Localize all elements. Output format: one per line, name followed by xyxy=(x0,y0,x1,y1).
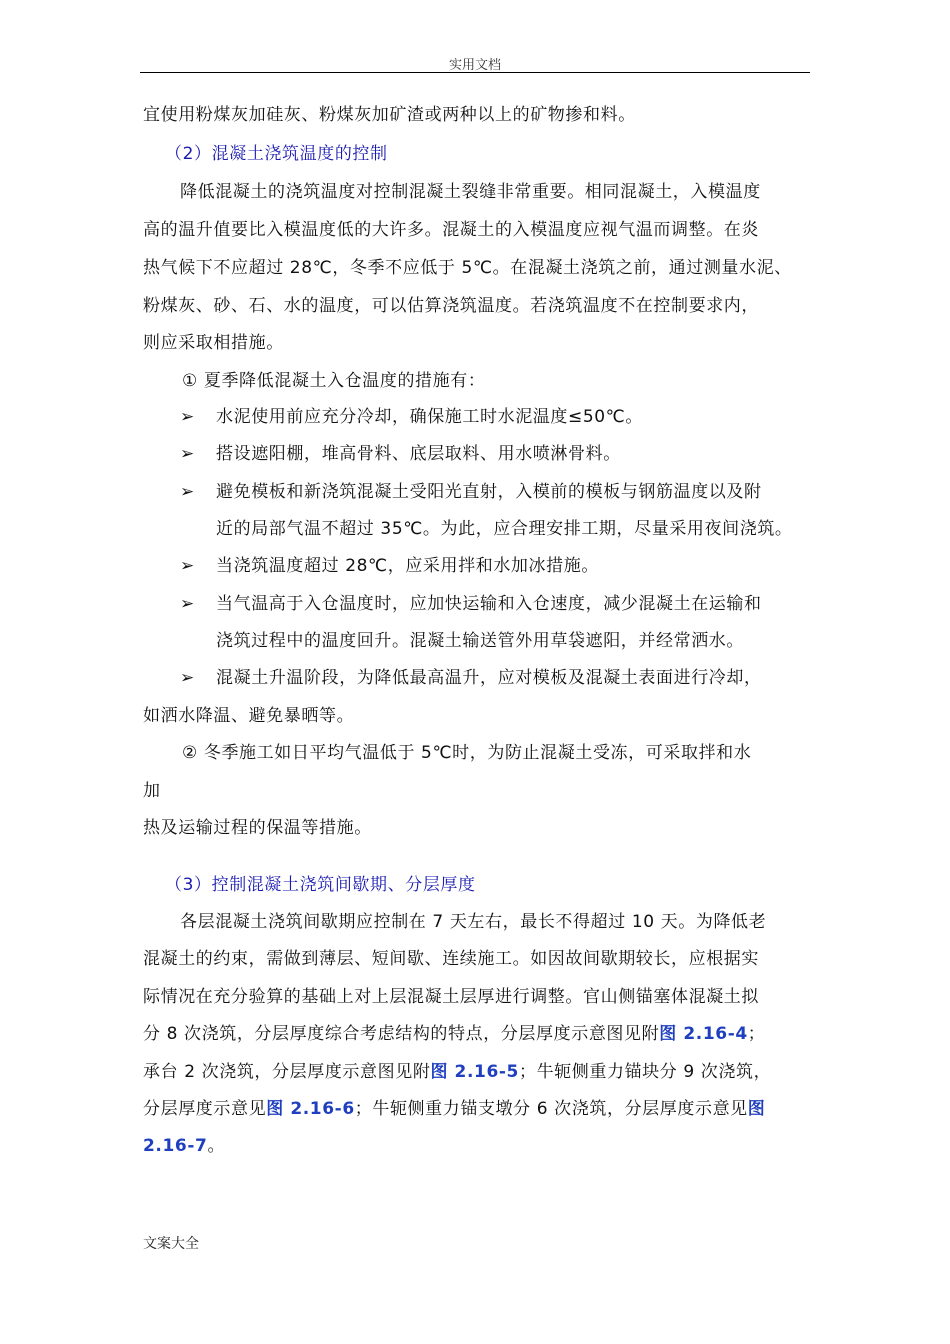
subsection-summer: ① 夏季降低混凝土入仓温度的措施有： xyxy=(182,371,486,391)
bullet-item: 水泥使用前应充分冷却，确保施工时水泥温度≤50℃。 xyxy=(216,407,643,427)
figure-link-2-16-5[interactable]: 图 2.16-5 xyxy=(430,1062,519,1082)
bullet-arrow-icon: ➢ xyxy=(180,556,195,576)
paragraph-line: 各层混凝土浇筑间歇期应控制在 7 天左右，最长不得超过 10 天。为降低老 xyxy=(180,912,767,932)
subsection-winter: ② 冬季施工如日平均气温低于 5℃时，为防止混凝土受冻，可采取拌和水 xyxy=(182,743,752,763)
paragraph-line: 热及运输过程的保温等措施。 xyxy=(143,818,372,838)
text-run: ； xyxy=(747,1024,766,1044)
paragraph-line: 混凝土的约束，需做到薄层、短间歇、连续施工。如因故间歇期较长，应根据实 xyxy=(143,949,759,969)
bullet-item: 搭设遮阳棚，堆高骨料、底层取料、用水喷淋骨料。 xyxy=(216,444,621,464)
figure-link-2-16-4[interactable]: 图 2.16-4 xyxy=(659,1024,748,1044)
bullet-arrow-icon: ➢ xyxy=(180,444,195,464)
bullet-arrow-icon: ➢ xyxy=(180,668,195,688)
section-heading-2: （2）混凝土浇筑温度的控制 xyxy=(165,144,388,164)
bullet-arrow-icon: ➢ xyxy=(180,482,195,502)
bullet-item-continued: 浇筑过程中的温度回升。混凝土输送管外用草袋遮阳，并经常洒水。 xyxy=(216,631,744,651)
paragraph-line: 粉煤灰、砂、石、水的温度，可以估算浇筑温度。若浇筑温度不在控制要求内， xyxy=(143,296,759,316)
paragraph-line xyxy=(143,1062,771,1082)
bullet-item-continued: 近的局部气温不超过 35℃。为此，应合理安排工期，尽量采用夜间浇筑。 xyxy=(216,519,793,539)
paragraph-line: 降低混凝土的浇筑温度对控制混凝土裂缝非常重要。相同混凝土，入模温度 xyxy=(180,182,761,202)
figure-link-2-16-7-continued[interactable]: 2.16-7 xyxy=(143,1136,208,1156)
figure-link-2-16-7[interactable]: 图 xyxy=(747,1099,766,1119)
paragraph-line xyxy=(143,1136,225,1156)
paragraph-line: 际情况在充分验算的基础上对上层混凝土层厚进行调整。官山侧锚塞体混凝土拟 xyxy=(143,987,759,1007)
paragraph-line xyxy=(143,1099,765,1119)
bullet-item: 当气温高于入仓温度时，应加快运输和入仓速度，减少混凝土在运输和 xyxy=(216,594,762,614)
page-footer: 文案大全 xyxy=(143,1236,199,1252)
text-run: 分 8 次浇筑，分层厚度综合考虑结构的特点，分层厚度示意图见附 xyxy=(143,1024,660,1044)
paragraph-line: 则应采取相措施。 xyxy=(143,333,284,353)
paragraph-line: 高的温升值要比入模温度低的大许多。混凝土的入模温度应视气温而调整。在炎 xyxy=(143,220,759,240)
section-heading-3: （3）控制混凝土浇筑间歇期、分层厚度 xyxy=(165,875,476,895)
paragraph-line: 热气候下不应超过 28℃，冬季不应低于 5℃。在混凝土浇筑之前，通过测量水泥、 xyxy=(143,258,792,278)
text-run: 。 xyxy=(207,1136,226,1156)
text-run: 承台 2 次浇筑，分层厚度示意图见附 xyxy=(143,1062,431,1082)
bullet-item: 避免模板和新浇筑混凝土受阳光直射，入模前的模板与钢筋温度以及附 xyxy=(216,482,762,502)
header-rule xyxy=(140,72,810,73)
paragraph-line: 宜使用粉煤灰加硅灰、粉煤灰加矿渣或两种以上的矿物掺和料。 xyxy=(143,105,636,125)
bullet-arrow-icon: ➢ xyxy=(180,407,195,427)
paragraph-line: 加 xyxy=(143,781,161,801)
bullet-item: 混凝土升温阶段，为降低最高温升，应对模板及混凝土表面进行冷却， xyxy=(216,668,762,688)
paragraph-line xyxy=(143,1024,765,1044)
bullet-item-continued: 如洒水降温、避免暴晒等。 xyxy=(143,706,355,726)
bullet-item: 当浇筑温度超过 28℃，应采用拌和水加冰措施。 xyxy=(216,556,599,576)
figure-link-2-16-6[interactable]: 图 2.16-6 xyxy=(266,1099,355,1119)
page-header: 实用文档 xyxy=(448,58,501,73)
text-run: ；牛轭侧重力锚支墩分 6 次浇筑，分层厚度示意见 xyxy=(354,1099,748,1119)
text-run: ；牛轭侧重力锚块分 9 次浇筑， xyxy=(518,1062,772,1082)
bullet-arrow-icon: ➢ xyxy=(180,594,195,614)
text-run: 分层厚度示意见 xyxy=(143,1099,267,1119)
